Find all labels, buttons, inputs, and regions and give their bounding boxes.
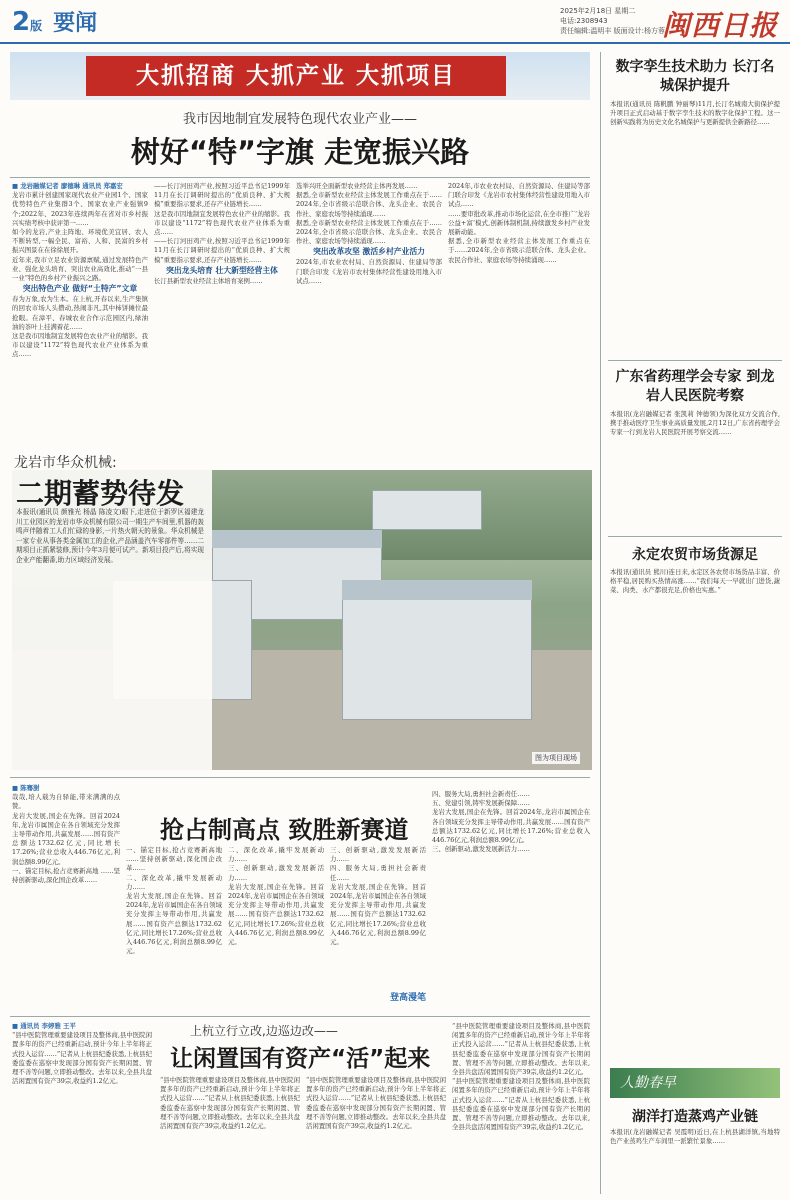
paragraph: 一、锚定目标,抢占竞赛新高地 ……坚持创新驱动,深化国企改革…… [126, 846, 222, 873]
divider [608, 536, 782, 537]
story1-subhead: 突出龙头培育 壮大新型经营主体 [166, 265, 278, 275]
editor-line: 责任编辑:温明丰 版面设计:杨方蓉 [560, 27, 665, 35]
story1-col1 [12, 182, 148, 464]
story4-byline: ■ 通讯员 李婷雅 王平 [12, 1022, 76, 1030]
paragraph: 龙岩大发展,国企在先锋。回首2024年,龙岩市属国企在各自领域充分发挥主导带动作用,共赢发展……国有资产总额达1732.62亿元,同比增长17.26%;营业总收入446.76亿元,利润总额8.99亿元。 [12, 811, 120, 866]
paragraph: “县中医院管理重要建设项目及整体商,县中医院闲置多年的资产已经重新启动,预计今年上半年将正式投入运营……”记者从上杭县纪委获悉,上杭县纪委监委在巡察中发现部分国有资产长期闲置、管理不善等问题,立即推动整改。去年以来,全县共盘活闲置国有资产39宗,收益约1.2亿元。 [452, 1077, 590, 1132]
paragraph: 龙岩大发展,国企在先锋。回首2024年,龙岩市属国企在各自领域充分发挥主导带动作用,共赢发展……国有资产总额达1732.62亿元,同比增长17.26%;营业总收入446.76亿元,利润总额8.99亿元。 [228, 882, 324, 947]
divider [10, 177, 590, 178]
paragraph: 三、创新驱动,激发发展新活力…… [228, 864, 324, 882]
paragraph: “县中医院管理重要建设项目及整体商,县中医院闲置多年的资产已经重新启动,预计今年上半年将正式投入运营……”记者从上杭县纪委获悉,上杭县纪委监委在巡察中发现部分国有资产长期闲置、管理不善等问题,立即推动整改。去年以来,全县共盘活闲置国有资产39宗,收益约1.2亿元。 [12, 1031, 152, 1086]
story3-col5 [432, 790, 590, 1012]
masthead [0, 0, 790, 44]
story4-col4 [452, 1022, 590, 1194]
story3-col2 [126, 846, 222, 1012]
paragraph: 这是我市因地制宜发展特色农业产业的缩影。我市以建设“1172”特色现代农业产业体系为重点…… [12, 332, 148, 359]
story1-subhead: 突出改革攻坚 激活乡村产业活力 [313, 247, 425, 257]
paragraph: 近年来,我市立足农业资源禀赋,通过发展特色产业、强化龙头培育、突出农业高效化,推动“一县一业”特色的乡村产业振兴之路。 [12, 255, 148, 283]
paragraph: 据悉,全市新型农业经营主体发展工作重点在于……2024年,全市省级示范联合体、龙头企业、农民合作社、家庭农场等持续涌现…… [296, 191, 442, 218]
factory-roof [212, 530, 382, 548]
paragraph: 二、深化改革,撬牢发展新动力…… [126, 873, 222, 891]
story4-col2 [160, 1076, 300, 1194]
factory-building [342, 580, 532, 720]
paragraph: 四、服务大局,勇担社会新责任…… [432, 790, 530, 798]
paragraph: “县中医院管理重要建设项目及整体商,县中医院闲置多年的资产已经重新启动,预计今年上半年将正式投入运营……”记者从上杭县纪委获悉,上杭县纪委监委在巡察中发现部分国有资产长期闲置、管理不善等问题,立即推动整改。去年以来,全县共盘活闲置国有资产39宗,收益约1.2亿元。 [452, 1022, 590, 1077]
story1-kicker: 我市因地制宜发展特色现代农业产业—— [182, 112, 417, 127]
story1-col4 [448, 182, 590, 464]
story3-col4 [330, 846, 426, 1012]
paragraph: 据悉,全市新型农业经营主体发展工作重点在于……2024年,全市省级示范联合体、龙头企业、农民合作社、家庭农场等持续涌现…… [296, 218, 442, 246]
story2-body: 本报讯(通讯员 颜雅光 杨晶 陈凌文)眼下,走进位于新罗区福建龙川工业园区的龙岩市华众机械有限公司一期生产车间里,机器的轰鸣声伴随着工人们忙碌的身影,一片热火朝天的景象。华众机械是一家专业从事各类金属加工的企业,产品涵盖汽车零部件等……二期项目正抓紧装修,预计今年3月便可试产。新项目投产后,将实现企业产能翻番,助力区域经济发展。 [16, 508, 204, 564]
paragraph: 龙岩大发展,国企在先锋。回首2024年,龙岩市属国企在各自领域充分发挥主导带动作用,共赢发展……国有资产总额达1732.62亿元,同比增长17.26%;营业总收入446.76亿元,利润总额8.99亿元。 [330, 882, 426, 947]
paragraph: 选举兴旺全面新型农业经营主体再发展…… [296, 182, 418, 190]
page-number-digit: 2 [12, 7, 31, 37]
divider [10, 777, 590, 778]
paragraph: 据悉,全市新型农业经营主体发展工作重点在于……2024年,全市省级示范联合体、龙头企业、农民合作社、家庭农场等持续涌现…… [448, 237, 590, 264]
paragraph: 龙岩大发展,国企在先锋。回首2024年,龙岩市属国企在各自领域充分发挥主导带动作用,共赢发展……国有资产总额达1732.62亿元,同比增长17.26%;营业总收入446.76亿元,利润总额8.99亿元。 [432, 808, 590, 845]
story1-subhead: 突出特色产业 做好“土特产”文章 [22, 284, 138, 294]
paragraph: 龙岩市累计创建国家现代农业产业园1个、国家优势特色产业集群3个、国家农业产业强镇9个;2022年、2023年连续两年在省对市乡村振兴实绩考核中获评第一…… [12, 191, 148, 227]
paragraph: 一、锚定目标,抢占竞赛新高地 ……坚持创新驱动,深化国企改革…… [12, 866, 120, 885]
campaign-banner: 大抓招商 大抓产业 大抓项目 [86, 56, 506, 96]
photo-caption: 图为项目现场 [532, 752, 580, 764]
page-number [12, 6, 97, 37]
paragraph: ——长汀河田鸡产业,按照习近平总书记1999年11月在长汀调研时提出的“优质良种、扩大规模”重要指示要求,还存产业链增长…… [154, 182, 290, 209]
right1-body: 本报讯(通讯员 陈帆鹏 钟丽琴)11月,长汀名城南大街保护提升项目正式启动基于数字孪生技术的数字化保护工程。这一创新实践将为历史文化名城保护与更新提供全新路径…… [610, 100, 780, 127]
paragraph: 四、服务大局,勇担社会新责任…… [330, 864, 426, 882]
story1-headline[interactable]: 树好“特”字旗 走宽振兴路 [130, 135, 470, 169]
column-stamp: 登高漫笔 [390, 993, 427, 1003]
paragraph: 二、深化改革,撬牢发展新动力…… [228, 846, 324, 864]
spring-work-banner: 人勤春早 [610, 1068, 780, 1098]
paragraph: 这是我市因地制宜发展特色农业产业的缩影。我市以建设“1172”特色现代农业产业体系为重点…… [154, 209, 290, 237]
section-title: 要闻 [53, 11, 98, 36]
right3-headline[interactable]: 永定农贸市场货源足 [632, 547, 758, 563]
story2-headline[interactable]: 二期蓄势待发 [16, 477, 185, 510]
paragraph: 春为万象,农为生本。在上杭,开春以来,生产集镇的回农市场人头攒动,热闹非凡,其中柿饼摊位最抢眼。在漳平、春城农业合作示范园区内,绿油油的茶叶上挂满着花…… [12, 295, 148, 331]
phone-line: 电话:2308943 [560, 17, 608, 25]
story4-kicker: 上杭立行立改,边巡边改—— [190, 1024, 338, 1038]
page-label: 版 [30, 19, 43, 33]
paragraph: 2024年,市农业农村局、自然资源局、住建局等部门联合印发《龙岩市农村集体经营性建设用地入市试点…… [448, 182, 590, 209]
paragraph: ——长汀河田鸡产业,按照习近平总书记1999年11月在长汀调研时提出的“优质良种、扩大规模”重要指示要求,还存产业链增长…… [154, 237, 290, 264]
right4-headline[interactable]: 湖洋打造蒸鸡产业链 [632, 1109, 758, 1125]
paragraph: “县中医院管理重要建设项目及整体商,县中医院闲置多年的资产已经重新启动,预计今年上半年将正式投入运营……”记者从上杭县纪委获悉,上杭县纪委监委在巡察中发现部分国有资产长期闲置、管理不善等问题,立即推动整改。去年以来,全县共盘活闲置国有资产39宗,收益约1.2亿元。 [306, 1076, 446, 1131]
story4-col1 [12, 1022, 152, 1194]
story3-byline: ■ 陈骞澍 [12, 784, 40, 792]
newspaper-logo: 闽西日报 [661, 9, 778, 42]
story1-col3 [296, 182, 442, 464]
story4-col3 [306, 1076, 446, 1194]
masthead-meta [560, 6, 665, 36]
story3-col3 [228, 846, 324, 1012]
paragraph: 长汀县新型农业经营主体培育案例…… [154, 276, 263, 285]
column-separator [600, 52, 601, 1194]
right4-body: 本报讯(龙岩融媒记者 吴霞明)近日,在上杭县湖洋镇,当地特色产业蒸鸡生产车间里一派繁忙景象…… [610, 1128, 780, 1146]
divider [608, 360, 782, 361]
paragraph: 哉哉,培人载为自驿能,带来满满的点赞。 [12, 793, 120, 811]
paragraph: 五、党建引领,铸牢发展新保障…… [432, 799, 530, 808]
story3-headline[interactable]: 抢占制高点 致胜新赛道 [160, 816, 409, 844]
date-line: 2025年2月18日 星期二 [560, 7, 636, 15]
paragraph: ……要审批改革,推动市场化运营,在全市推广‘龙岩公益+富’模式,创新体制机制,持续激发乡村产业发展新动能。 [448, 209, 590, 237]
paragraph: 2024年,市农业农村局、自然资源局、住建局等部门联合印发《龙岩市农村集体经营性建设用地入市试点…… [296, 258, 442, 285]
paragraph: 三、创新驱动,激发发展新活力…… [432, 845, 530, 854]
paragraph: 三、创新驱动,激发发展新活力…… [330, 846, 426, 864]
story3-col1 [12, 784, 120, 1012]
story4-headline[interactable]: 让闲置国有资产“活”起来 [170, 1046, 431, 1072]
paragraph: “县中医院管理重要建设项目及整体商,县中医院闲置多年的资产已经重新启动,预计今年上半年将正式投入运营……”记者从上杭县纪委获悉,上杭县纪委监委在巡察中发现部分国有资产长期闲置、管理不善等问题,立即推动整改。去年以来,全县共盘活闲置国有资产39宗,收益约1.2亿元。 [160, 1076, 300, 1131]
story2-kicker: 龙岩市华众机械: [14, 455, 117, 471]
factory-roof [342, 580, 532, 600]
right3-body: 本报讯(通讯员 熊川)连日来,永定区各农贸市场货品丰富、价格平稳,居民购买热情高涨……“我们每天一早就出门进货,蔬菜、肉类、水产都很充足,价格也实惠。” [610, 568, 780, 595]
paragraph: 龙岩大发展,国企在先锋。回首2024年,龙岩市属国企在各自领域充分发挥主导带动作用,共赢发展……国有资产总额达1732.62亿元,同比增长17.26%;营业总收入446.76亿元,利润总额8.99亿元。 [126, 892, 222, 956]
story1-col2 [154, 182, 290, 464]
divider [10, 1016, 590, 1017]
right1-headline[interactable]: 数字孪生技术助力 长汀名城保护提升 [615, 59, 775, 94]
paragraph: 如今的龙岩,产业主阵地、环境优美宜居、农人不断转型,一幅全民、富裕、人和、民富的乡村振兴图景在在徐徐展开。 [12, 228, 148, 255]
right2-body: 本报讯(龙岩融媒记者 张凯莉 钟德领)为深化双方交流合作,携手推动医疗卫生事业高质量发展,2月12日,广东省药理学会专家一行到龙岩人民医院开展考察交流…… [610, 410, 780, 437]
story1-byline: ■ 龙岩融媒记者 廖德琳 通讯员 郑嘉宏 [12, 182, 123, 190]
right2-headline[interactable]: 广东省药理学会专家 到龙岩人民医院考察 [615, 369, 775, 404]
factory-building [372, 490, 482, 530]
